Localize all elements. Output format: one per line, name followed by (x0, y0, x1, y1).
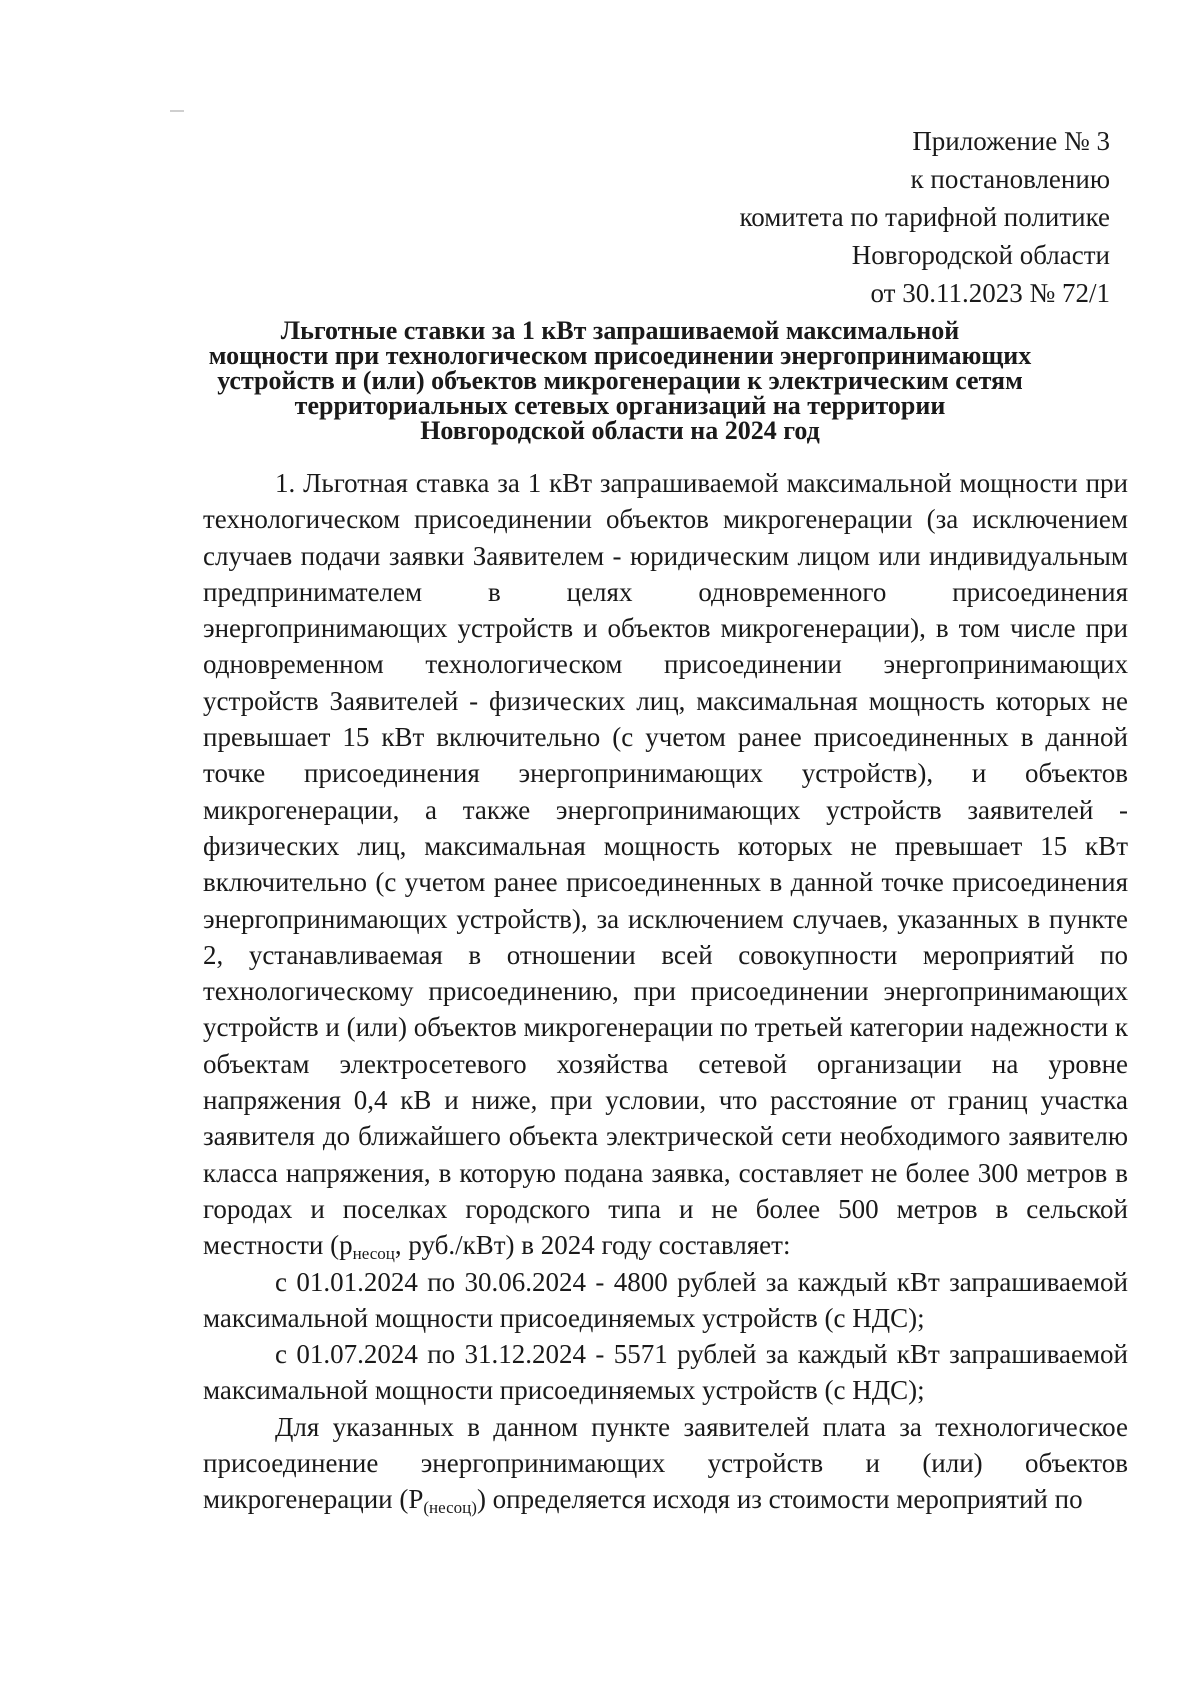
title-line: устройств и (или) объектов микрогенерации к электрическим сетям (217, 366, 1023, 395)
appendix-authority: комитета по тарифной политике (739, 202, 1110, 232)
paragraph-2 (203, 1409, 1128, 1518)
paragraph-1-text: 1. Льготная ставка за 1 кВт запрашиваемой максимальной мощности при технологическом присоединении объектов микрогенерации (за исключением случаев подачи заявки Заявителем - юридическим лицом или индивидуальным предпринимателем в целях одновременного присоединения энергопринимающих устройств и объектов микрогенерации), в том числе при одновременном технологическом присоединении энергопринимающих устройств Заявителей - физических лиц, максимальная мощность которых не превышает 15 кВт включительно (с учетом ранее присоединенных в данной точке присоединения энергопринимающих устройств), и объектов микрогенерации, а также энергопринимающих устройств заявителей - физических лиц, максимальная мощность которых не превышает 15 кВт включительно (с учетом ранее присоединенных в данной точке присоединения энергопринимающих устройств), за исключением случаев, указанных в пункте 2, устанавливаемая в отношении всей совокупности мероприятий по технологическому присоединению, при присоединении энергопринимающих устройств и (или) объектов микрогенерации по третьей категории надежности к объектам электросетевого хозяйства сетевой организации на уровне напряжения 0,4 кВ и ниже, при условии, что расстояние от границ участка заявителя до ближайшего объекта электрической сети необходимого заявителю класса напряжения, в которую подана заявка, составляет не более 300 метров в городах и поселках городского типа и не более 500 метров в сельской местности (p (203, 468, 1128, 1261)
appendix-block (739, 122, 1110, 312)
paragraph-1-tail: , руб./кВт) в 2024 году составляет: (394, 1230, 791, 1261)
appendix-region: Новгородской области (851, 240, 1110, 270)
paragraph-2-text: Для указанных в данном пункте заявителей плата за технологическое присоединение энергопринимающих устройств и (или) объектов микрогенерации (P (203, 1411, 1128, 1515)
title-line: территориальных сетевых организаций на территории (294, 391, 946, 420)
document-title (180, 318, 1060, 443)
appendix-number: Приложение № 3 (912, 126, 1110, 156)
title-line: мощности при технологическом присоединении энергопринимающих (208, 341, 1032, 370)
subscript-nesots: несоц (352, 1244, 395, 1264)
title-line: Новгородской области на 2024 год (420, 416, 820, 445)
rate-period-2: с 01.07.2024 по 31.12.2024 - 5571 рублей за каждый кВт запрашиваемой максимальной мощности присоединяемых устройств (с НДС); (203, 1339, 1128, 1406)
document-body (203, 465, 1128, 1518)
subscript-nesots-2: (несоц) (423, 1498, 477, 1518)
paragraph-1 (203, 465, 1128, 1264)
rate-period-1: с 01.01.2024 по 30.06.2024 - 4800 рублей за каждый кВт запрашиваемой максимальной мощности присоединяемых устройств (с НДС); (203, 1266, 1128, 1333)
scan-artifact (170, 110, 184, 112)
paragraph-2-tail: ) определяется исходя из стоимости мероприятий по (476, 1484, 1083, 1515)
appendix-date: от 30.11.2023 № 72/1 (870, 278, 1110, 308)
appendix-reference: к постановлению (910, 164, 1110, 194)
title-line: Льготные ставки за 1 кВт запрашиваемой максимальной (280, 316, 960, 345)
